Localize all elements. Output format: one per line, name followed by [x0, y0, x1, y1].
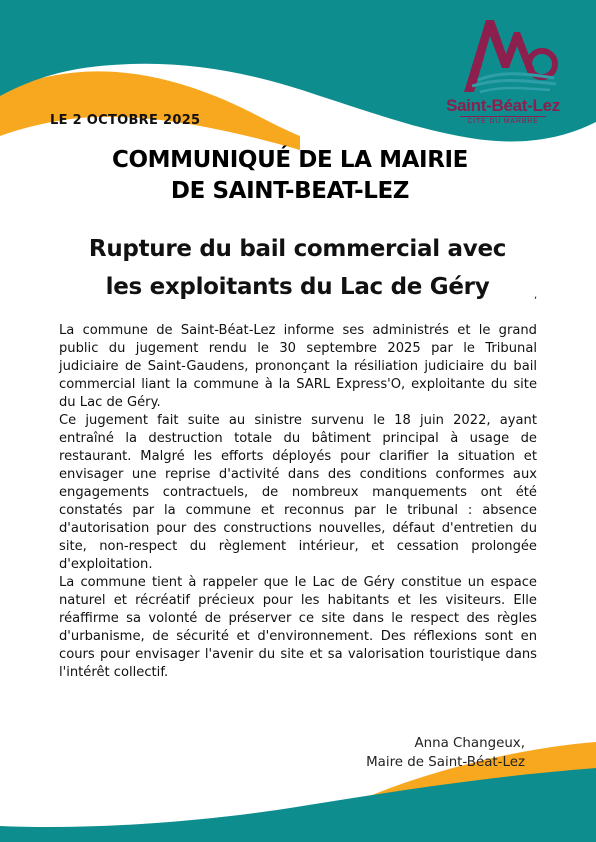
page-title [40, 145, 540, 207]
logo-tagline: CITE DU MARBRE [467, 118, 539, 125]
publication-date: LE 2 OCTOBRE 2025 [50, 113, 201, 128]
title-line-1: COMMUNIQUÉ DE LA MAIRIE [112, 147, 468, 173]
municipality-logo [418, 8, 588, 130]
title-line-2: DE SAINT-BEAT-LEZ [170, 178, 410, 204]
signature-block [300, 734, 525, 772]
subtitle-line-2: les exploitants du Lac de Géry [105, 274, 490, 300]
announcement-body [59, 322, 537, 682]
top-orange-wave [0, 71, 300, 150]
body-paragraph: Ce jugement fait suite au sinistre survenu le 18 juin 2022, ayant entraîné la destruction totale du bâtiment principal à usage de restaurant. Malgré les efforts déployés pour clarifier la situation et envisager une reprise d'activité dans des conditions conformes aux engagements contractuels, de nombreux manquements ont été constatés par la commune et reconnus par le tribunal : absence d'autorisation pour des constructions nouvelles, défaut d'entretien du site, non-respect du règlement intérieur, et cessation prolongée d'exploitation. [59, 413, 537, 572]
marble-mountain-logo-icon [458, 12, 558, 94]
bottom-teal-band [0, 768, 596, 842]
subtitle-line-1: Rupture du bail commercial avec [88, 236, 507, 262]
body-paragraph: La commune de Saint-Béat-Lez informe ses administrés et le grand public du jugement rendu le 30 septembre 2025 par le Tribunal judiciaire de Saint-Gaudens, prononçant la résiliation judiciaire du bail commercial liant la commune à la SARL Express'O, exploitante du site du Lac de Géry. [59, 323, 537, 410]
logo-divider [460, 116, 546, 117]
signatory-name: Anna Changeux, [414, 736, 525, 751]
stray-comma: , [534, 290, 538, 301]
announcement-subtitle [40, 230, 555, 306]
signatory-role: Maire de Saint-Béat-Lez [366, 755, 525, 770]
logo-town-name: Saint-Béat-Lez [446, 96, 560, 115]
body-paragraph: La commune tient à rappeler que le Lac de Géry constitue un espace naturel et récréatif précieux pour les habitants et les visiteurs. Elle réaffirme sa volonté de préserver ce site dans le respect des règles d'urbanisme, de sécurité et d'environnement. Des réflexions sont en cours pour envisager l'avenir du site et sa valorisation touristique dans l'intérêt collectif. [59, 575, 537, 680]
